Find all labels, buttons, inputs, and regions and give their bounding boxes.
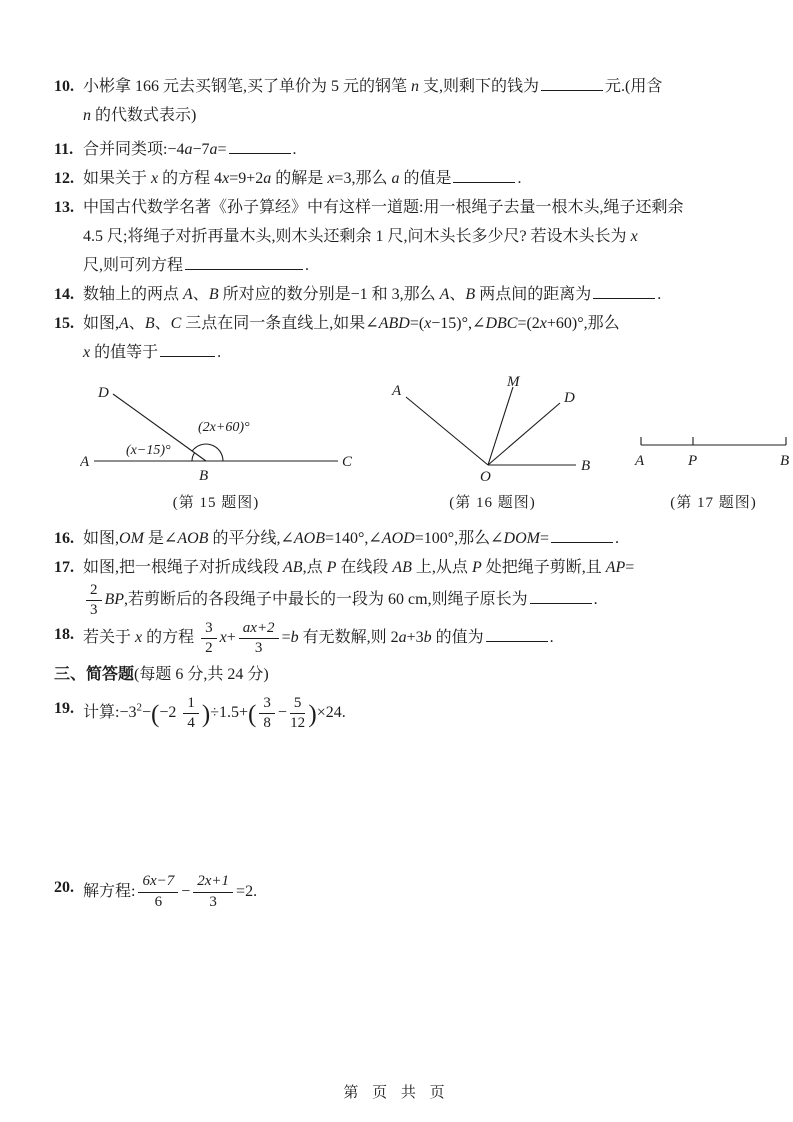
fraction-denominator: 3 (254, 639, 263, 656)
math-variable: x (83, 344, 91, 361)
question-13 (54, 193, 743, 280)
answer-blank (229, 138, 291, 154)
text-run: 在线段 (336, 559, 393, 576)
fraction (290, 695, 306, 733)
fraction (259, 695, 275, 733)
question-text (83, 286, 661, 303)
figure-17-caption: (第 17 题图) (670, 495, 757, 511)
question-10 (54, 72, 743, 130)
text-run: =140°,∠ (324, 530, 382, 547)
answer-blank (541, 75, 603, 91)
text-run: − (277, 704, 287, 722)
answer-blank (486, 626, 548, 642)
point-label-a: A (80, 454, 90, 470)
question-text (83, 78, 662, 124)
text-run: 支,则剩下的钱为 (419, 78, 540, 95)
text-run: 如图, (83, 315, 120, 332)
text-run: 的解是 (271, 170, 328, 187)
question-11 (54, 135, 743, 164)
text-run: 的值是 (399, 170, 452, 187)
figure-16-drawing (390, 375, 595, 487)
math-variable: ABD (378, 315, 410, 332)
question-number: 20. (54, 879, 74, 897)
math-variable: x (222, 170, 230, 187)
math-variable: A (439, 286, 450, 303)
text-run: =( (409, 315, 425, 332)
point-label-b: B (199, 468, 209, 484)
answer-blank (551, 527, 613, 543)
question-18 (54, 620, 743, 658)
section-note: (每题 6 分,共 24 分) (134, 666, 269, 683)
text-run: =(2 (517, 315, 540, 332)
point-label-d: D (98, 385, 109, 401)
question-number: 11. (54, 141, 74, 158)
math-variable: n (411, 78, 420, 95)
text-run: =100°,那么∠ (414, 530, 504, 547)
question-text (83, 315, 620, 361)
figure-row (80, 375, 790, 518)
text-run: 所对应的数分别是−1 和 3,那么 (218, 286, 440, 303)
question-text (83, 199, 683, 274)
math-variable: DBC (485, 315, 518, 332)
question-number: 12. (54, 170, 74, 187)
math-variable: x (539, 315, 547, 332)
fraction-numerator: 2 (86, 582, 102, 601)
figure-16 (390, 375, 595, 518)
math-variable: B (208, 286, 219, 303)
text-run: . (305, 257, 310, 274)
math-variable: P (471, 559, 482, 576)
point-label-d: D (564, 390, 575, 406)
point-label-a: A (635, 453, 645, 469)
fraction-denominator: 4 (187, 715, 195, 732)
question-number: 14. (54, 286, 74, 303)
answer-blank (593, 283, 655, 299)
point-label-m: M (507, 375, 520, 390)
fraction (239, 620, 279, 658)
text-run: = (625, 559, 635, 576)
answer-blank (160, 341, 215, 357)
fraction-numerator: 3 (259, 695, 275, 714)
text-run: 如果关于 (83, 170, 152, 187)
section-3-header (54, 660, 743, 689)
text-run: ,点 (302, 559, 327, 576)
fraction-denominator: 3 (90, 602, 98, 619)
question-20 (54, 873, 743, 911)
text-run: 的方程 (142, 628, 199, 646)
math-variable: x (219, 628, 227, 646)
question-text (83, 694, 346, 732)
big-paren: ( (151, 701, 160, 729)
question-text (83, 141, 297, 158)
question-number: 16. (54, 530, 74, 547)
page-footer: 第 页 共 页 (343, 1085, 450, 1101)
question-number: 13. (54, 199, 74, 216)
math-variable: a (263, 170, 272, 187)
math-variable: AB (283, 559, 303, 576)
text-run: −7 (192, 141, 210, 158)
question-17 (54, 553, 743, 620)
question-12 (54, 164, 743, 193)
text-run: 的平分线,∠ (208, 530, 294, 547)
text-run: 、 (449, 286, 466, 303)
math-variable: P (326, 559, 337, 576)
text-run: 三点在同一条直线上,如果∠ (181, 315, 379, 332)
fraction-denominator: 2 (205, 639, 213, 656)
question-text (83, 559, 635, 619)
text-run: 中国古代数学名著《孙子算经》中有这样一道题:用一根绳子去量一根木头,绳子还剩余 (83, 199, 684, 216)
math-variable: AOD (381, 530, 415, 547)
text-run: = (281, 628, 291, 646)
figure-16-caption: (第 16 题图) (449, 495, 536, 511)
text-run: 、 (192, 286, 209, 303)
text-run: 元.(用含 (605, 78, 663, 95)
text-run: . (292, 141, 297, 158)
figure-15-caption: (第 15 题图) (172, 495, 260, 511)
text-run: ,若剪断后的各段绳子中最长的一段为 60 cm,则绳子原长为 (124, 591, 528, 609)
math-variable: a (398, 628, 407, 646)
question-19 (54, 694, 743, 732)
text-run: 、 (154, 315, 171, 332)
text-run: =9+2 (229, 170, 264, 187)
text-run: . (615, 530, 619, 547)
fraction-numerator: 3 (201, 620, 217, 639)
question-number: 19. (54, 700, 74, 717)
text-run: . (549, 628, 554, 646)
math-variable: b (423, 628, 432, 646)
text-run: + (226, 628, 236, 646)
question-text (83, 873, 258, 910)
answer-blank (530, 588, 592, 604)
angle-label-left: (x−15)° (126, 443, 171, 458)
text-run: 尺,则可列方程 (83, 257, 184, 274)
fraction-denominator: 6 (154, 893, 163, 910)
text-run: 有无数解,则 2 (298, 628, 399, 646)
text-run: +3 (406, 628, 424, 646)
text-run: 数轴上的两点 (83, 286, 184, 303)
question-text (83, 530, 619, 547)
answer-blank (185, 254, 303, 270)
angle-label-right: (2x+60)° (198, 420, 250, 435)
math-variable: A (119, 315, 129, 332)
answer-blank (453, 167, 515, 183)
text-run: − (181, 882, 191, 900)
text-run: 是∠ (143, 530, 178, 547)
point-label-p: P (688, 453, 698, 469)
question-number: 10. (54, 78, 74, 95)
math-variable: a (209, 141, 218, 158)
question-16 (54, 524, 743, 553)
text-run: = (539, 530, 549, 547)
math-variable: x (151, 170, 159, 187)
math-variable: AOB (293, 530, 325, 547)
figure-15 (80, 381, 352, 518)
text-run: 、 (128, 315, 145, 332)
point-label-o: O (480, 469, 491, 485)
math-variable: A (183, 286, 193, 303)
math-variable: AOB (177, 530, 209, 547)
math-variable: a (184, 141, 193, 158)
text-run: =3,那么 (334, 170, 392, 187)
text-run: 两点间的距离为 (475, 286, 592, 303)
fraction-numerator: 2x+1 (193, 873, 233, 892)
superscript: 2 (136, 702, 142, 714)
math-variable: x (630, 228, 638, 245)
text-run: =2. (236, 882, 258, 900)
question-number: 15. (54, 315, 74, 332)
text-run: 处把绳子剪断,且 (481, 559, 606, 576)
question-text (83, 170, 521, 187)
text-run: 4.5 尺;将绳子对折再量木头,则木头还剩余 1 尺,问木头长多少尺? 若设木头长为 (83, 228, 631, 245)
text-run: −15)°,∠ (431, 315, 486, 332)
figure-17-drawing (631, 417, 793, 487)
text-run: ×24. (316, 704, 346, 722)
math-variable: x (424, 315, 432, 332)
point-label-b: B (780, 453, 790, 469)
math-variable: OM (119, 530, 144, 547)
question-number: 18. (54, 625, 74, 643)
math-variable: AB (392, 559, 412, 576)
text-run: 的值等于 (90, 344, 159, 361)
math-variable: x (135, 628, 143, 646)
fraction-numerator: 5 (290, 695, 306, 714)
figure-15-drawing (80, 381, 352, 487)
text-run: = (217, 141, 227, 158)
math-variable: B (465, 286, 476, 303)
fraction-numerator: 1 (183, 695, 199, 714)
section-title: 三、简答题 (54, 666, 135, 683)
fraction-denominator: 3 (209, 893, 217, 910)
fraction-denominator: 12 (290, 715, 306, 732)
text-run: 解方程: (83, 882, 136, 900)
question-text (83, 619, 554, 656)
math-variable: BP (104, 591, 125, 609)
math-variable: a (391, 170, 400, 187)
math-variable: x (327, 170, 335, 187)
text-run: 的值为 (431, 628, 484, 646)
point-label-b: B (581, 458, 591, 474)
text-run: 计算:−3 (83, 704, 137, 722)
fraction-denominator: 8 (263, 715, 271, 732)
big-paren: ) (308, 701, 317, 729)
fraction (86, 582, 102, 620)
text-run: 上,从点 (411, 559, 472, 576)
text-run: 小彬拿 166 元去买钢笔,买了单价为 5 元的钢笔 (83, 78, 412, 95)
text-run: . (593, 591, 598, 609)
text-run: −2 (159, 704, 181, 722)
big-paren: ( (248, 701, 257, 729)
math-variable: DOM (503, 530, 540, 547)
fraction (193, 873, 233, 911)
text-run: 如图,把一根绳子对折成线段 (83, 559, 284, 576)
question-14 (54, 280, 743, 309)
fraction-numerator: ax+2 (239, 620, 279, 639)
question-number: 17. (54, 559, 74, 576)
text-run: 若关于 (83, 628, 136, 646)
text-run: 如图, (83, 530, 120, 547)
big-paren: ) (201, 701, 211, 729)
fraction (183, 695, 199, 733)
fraction (201, 620, 217, 658)
math-variable: B (144, 315, 155, 332)
question-15 (54, 309, 743, 367)
fraction-numerator: 6x−7 (138, 873, 178, 892)
text-run: 的代数式表示) (91, 107, 197, 124)
fraction (138, 873, 178, 911)
figure-17 (631, 417, 793, 518)
text-run: 合并同类项:−4 (83, 141, 185, 158)
math-variable: n (83, 107, 91, 124)
text-run: . (517, 170, 522, 187)
text-run: − (141, 704, 152, 722)
math-variable: AP (605, 559, 626, 576)
point-label-a: A (392, 383, 402, 399)
math-variable: C (170, 315, 182, 332)
text-run: . (657, 286, 662, 303)
text-run: . (217, 344, 222, 361)
text-run: 的方程 4 (158, 170, 223, 187)
point-label-c: C (342, 454, 352, 470)
text-run: ÷1.5+ (210, 704, 249, 722)
math-variable: b (290, 628, 299, 646)
text-run: +60)°,那么 (546, 315, 620, 332)
